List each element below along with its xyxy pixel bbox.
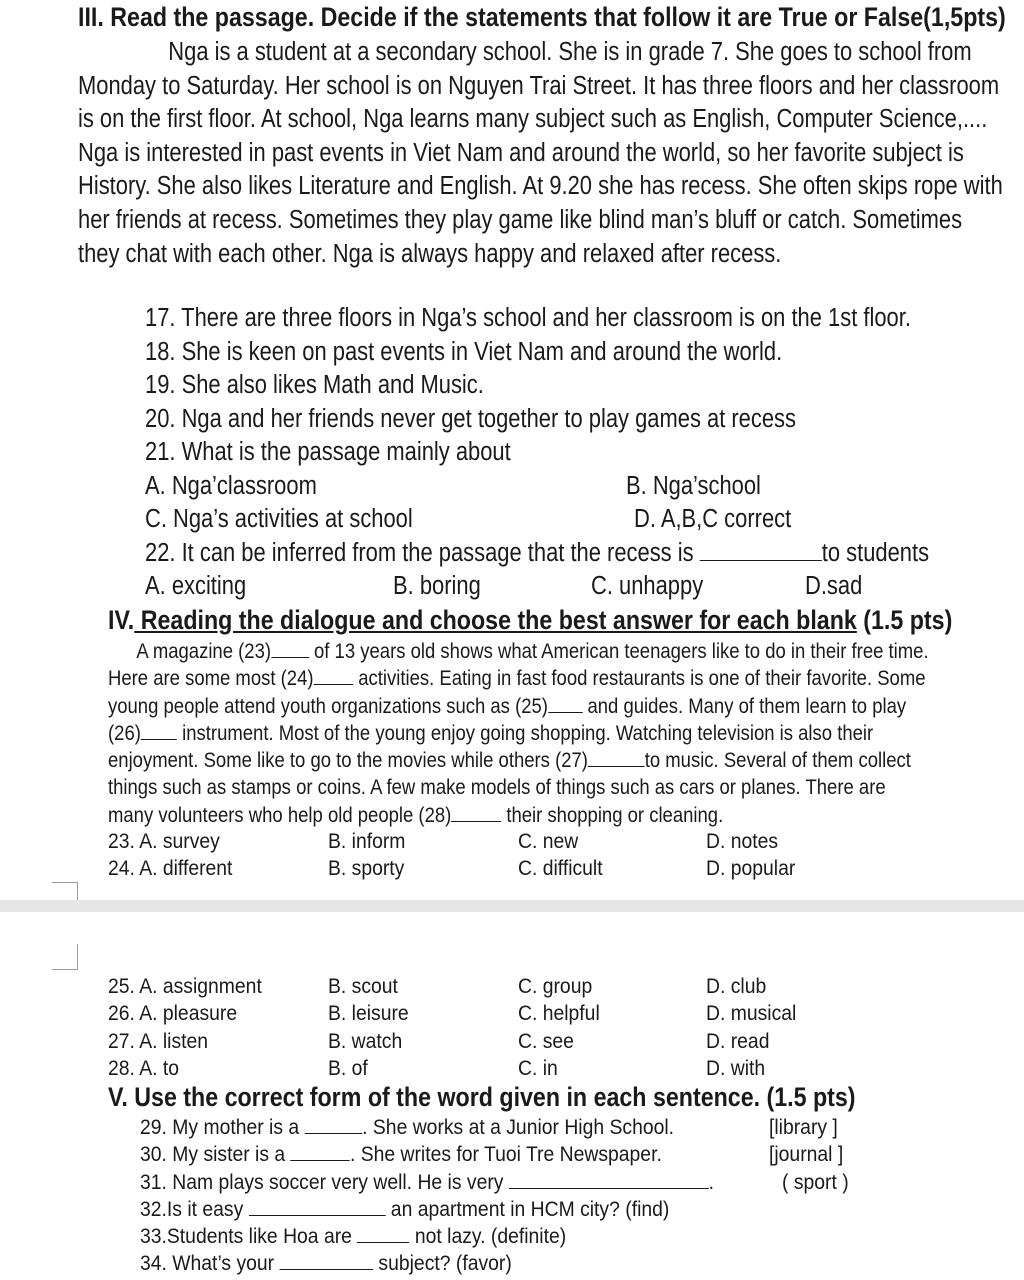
q25-option-c: C. group	[518, 974, 593, 998]
passage-line	[108, 720, 929, 747]
statement-18: 18. She is keen on past events in Viet Nam and around the world.	[145, 338, 783, 366]
q26-option-d: D. musical	[706, 1001, 797, 1025]
q21-option-a: A. Nga’classroom	[145, 472, 317, 500]
passage-text: to music. Several of them collect	[644, 748, 911, 773]
page-break	[0, 900, 1024, 912]
passage-line: things such as stamps or coins. A few make models of things such as cars or planes. There are	[108, 775, 886, 800]
question-22	[145, 539, 929, 568]
q22-option-a: A. exciting	[145, 572, 247, 600]
answer-blank-24	[314, 683, 354, 685]
answer-blank-28	[451, 820, 501, 822]
passage-text: and guides. Many of them learn to play	[582, 693, 907, 718]
item-text: 32.Is it easy	[140, 1197, 249, 1221]
q27-option-a: 27. A. listen	[108, 1029, 209, 1053]
item-text: 33.Students like Hoa are	[140, 1224, 358, 1248]
passage-line	[108, 802, 929, 829]
passage-line	[108, 665, 929, 692]
answer-blank-32	[249, 1214, 386, 1216]
item-text: not lazy. (definite)	[409, 1224, 567, 1248]
answer-blank-27	[588, 765, 645, 767]
passage-line: Nga is a student at a secondary school. She is in grade 7. She goes to school from	[168, 38, 972, 66]
item-31	[140, 1170, 714, 1195]
section-4-title-prefix: IV.	[108, 605, 135, 635]
q28-option-d: D. with	[706, 1056, 766, 1080]
item-text: . She works at a Junior High School.	[362, 1115, 675, 1139]
question-22-text-end: to students	[821, 539, 930, 567]
item-29	[140, 1115, 674, 1140]
document-page-2	[0, 912, 1024, 1280]
q24-option-d: D. popular	[706, 856, 796, 880]
q22-option-b: B. boring	[393, 572, 481, 600]
q28-option-c: C. in	[518, 1056, 558, 1080]
answer-blank-25	[548, 711, 582, 713]
q27-option-d: D. read	[706, 1029, 770, 1053]
q27-option-b: B. watch	[328, 1029, 403, 1053]
q21-option-b: B. Nga’school	[626, 472, 761, 500]
passage-text: many volunteers who help old people (28)	[108, 802, 452, 827]
q25-option-b: B. scout	[328, 974, 398, 998]
question-21: 21. What is the passage mainly about	[145, 438, 511, 466]
passage-line: is on the first floor. At school, Nga learns many subject such as English, Computer Science,....	[78, 105, 988, 134]
q26-option-b: B. leisure	[328, 1001, 409, 1025]
statement-20: 20. Nga and her friends never get together to play games at recess	[145, 405, 796, 433]
answer-blank-31	[509, 1187, 709, 1189]
q21-option-d: D. A,B,C correct	[634, 505, 792, 533]
passage-line: her friends at recess. Sometimes they play game like blind man’s bluff or catch. Sometimes	[78, 205, 963, 234]
q22-option-d: D.sad	[805, 572, 863, 600]
statement-19: 19. She also likes Math and Music.	[145, 371, 484, 399]
passage-line: Monday to Saturday. Her school is on Nguyen Trai Street. It has three floors and her classroom	[78, 71, 1000, 100]
q24-option-c: C. difficult	[518, 856, 603, 880]
item-30	[140, 1142, 662, 1167]
section-5-title: V. Use the correct form of the word given in each sentence. (1.5 pts)	[108, 1082, 856, 1112]
passage-text: activities. Eating in fast food restaurants is one of their favorite. Some	[353, 666, 926, 691]
q26-option-c: C. helpful	[518, 1001, 600, 1025]
passage-line	[108, 638, 929, 665]
q21-option-c: C. Nga’s activities at school	[145, 505, 413, 533]
passage-text: young people attend youth organizations such as (25)	[108, 693, 548, 718]
q23-option-d: D. notes	[706, 829, 779, 853]
item-29-hint: [library ]	[769, 1115, 838, 1139]
question-22-text: 22. It can be inferred from the passage that the recess is	[145, 539, 700, 567]
answer-blank-29	[305, 1132, 363, 1134]
item-text: 29. My mother is a	[140, 1115, 305, 1139]
item-31-hint: ( sport )	[782, 1170, 849, 1194]
page-corner-mark	[52, 882, 78, 900]
passage-line: Nga is interested in past events in Viet Nam and around the world, so her favorite subject is	[78, 138, 964, 167]
answer-blank	[700, 559, 822, 561]
section-4-passage	[108, 638, 929, 829]
q25-option-d: D. club	[706, 974, 767, 998]
answer-blank-30	[291, 1159, 350, 1161]
item-text: subject? (favor)	[373, 1251, 512, 1275]
answer-blank-23	[271, 656, 309, 658]
section-4-title-suffix: (1.5 pts)	[856, 605, 953, 635]
q23-option-a: 23. A. survey	[108, 829, 220, 853]
q25-option-a: 25. A. assignment	[108, 974, 262, 998]
q24-option-a: 24. A. different	[108, 856, 233, 880]
passage-text: Here are some most (24)	[108, 666, 314, 691]
item-text: . She writes for Tuoi Tre Newspaper.	[349, 1142, 662, 1166]
passage-text: their shopping or cleaning.	[501, 802, 724, 827]
passage-text: enjoyment. Some like to go to the movies while others (27)	[108, 748, 588, 773]
passage-line	[108, 693, 929, 720]
q23-option-c: C. new	[518, 829, 579, 853]
answer-blank-34	[279, 1268, 373, 1270]
q22-option-c: C. unhappy	[591, 572, 704, 600]
item-text: an apartment in HCM city? (find)	[385, 1197, 670, 1221]
item-34	[140, 1251, 512, 1276]
q28-option-a: 28. A. to	[108, 1056, 180, 1080]
item-text: 34. What’s your	[140, 1251, 280, 1275]
answer-blank-26	[141, 738, 177, 740]
passage-line: they chat with each other. Nga is always happy and relaxed after recess.	[78, 239, 782, 268]
item-text: 31. Nam plays soccer very well. He is very	[140, 1170, 509, 1194]
passage-text: (26)	[108, 720, 141, 745]
q27-option-c: C. see	[518, 1029, 574, 1053]
item-text: 30. My sister is a	[140, 1142, 291, 1166]
section-4-title	[108, 605, 952, 636]
page-corner-mark	[52, 944, 78, 970]
answer-blank-33	[357, 1241, 409, 1243]
section-3-passage	[78, 36, 1003, 271]
q23-option-b: B. inform	[328, 829, 406, 853]
item-33	[140, 1224, 566, 1249]
passage-text: instrument. Most of the young enjoy going shopping. Watching television is also their	[177, 720, 874, 745]
q26-option-a: 26. A. pleasure	[108, 1001, 238, 1025]
item-text: .	[708, 1170, 715, 1194]
section-4-title-underlined: Reading the dialogue and choose the best answer for each blank	[134, 605, 857, 635]
item-32	[140, 1197, 669, 1222]
passage-line: History. She also likes Literature and English. At 9.20 she has recess. She often skips rope with	[78, 172, 1003, 201]
passage-text: A magazine (23)	[136, 639, 272, 663]
section-3-title: III. Read the passage. Decide if the statements that follow it are True or False(1,5pts)	[78, 2, 1006, 32]
statement-17: 17. There are three floors in Nga’s school and her classroom is on the 1st floor.	[145, 304, 911, 332]
passage-line	[108, 747, 929, 774]
passage-text: of 13 years old shows what American teenagers like to do in their free time.	[308, 639, 929, 663]
q24-option-b: B. sporty	[328, 856, 405, 880]
q28-option-b: B. of	[328, 1056, 368, 1080]
item-30-hint: [journal ]	[769, 1142, 844, 1166]
